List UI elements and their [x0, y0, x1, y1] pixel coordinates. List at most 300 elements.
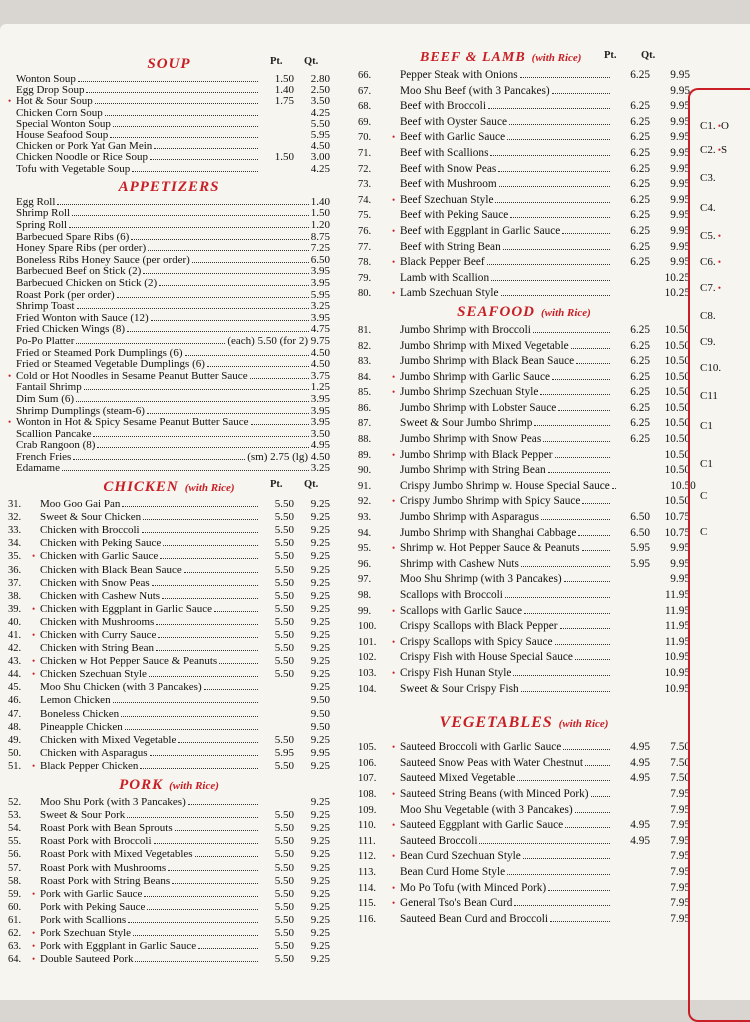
item-name: Sauteed Eggplant with Garlic Sauce [400, 819, 564, 832]
dot-leader [524, 613, 610, 614]
item-price: 3.95 [310, 416, 330, 429]
dot-leader [585, 765, 610, 766]
dot-leader [571, 348, 610, 349]
price-pint: 6.25 [630, 386, 650, 399]
price-quart: 9.25 [310, 524, 330, 537]
price-pint: 6.25 [630, 323, 650, 336]
dot-leader [163, 545, 258, 546]
appetizers-list [8, 197, 330, 475]
price-quart: 7.95 [670, 912, 690, 925]
price-pint: 5.50 [274, 511, 294, 524]
menu-item-row [8, 927, 330, 940]
combo-item [700, 458, 713, 470]
price-pint: 5.50 [274, 563, 294, 576]
price-quart: 10.75 [664, 526, 690, 539]
spicy-pepper-icon: • [32, 941, 36, 952]
item-number: 75. [358, 210, 372, 222]
dot-leader [501, 295, 610, 296]
price-quart: 9.25 [310, 809, 330, 822]
combo-label: C3. [700, 172, 716, 184]
price-quart: 9.25 [310, 926, 330, 939]
dot-leader [143, 519, 258, 520]
price-pint: 5.50 [274, 498, 294, 511]
price-quart: 10.50 [664, 417, 690, 430]
item-name: Chicken Corn Soup [16, 106, 103, 119]
item-name: Jumbo Shrimp with Shanghai Cabbage [400, 526, 577, 539]
seafood-title: SEAFOOD (with Rice) [457, 303, 591, 320]
dot-leader [143, 273, 309, 274]
dot-leader [162, 598, 258, 599]
item-name: Crispy Jumbo Shrimp with Spicy Sauce [400, 495, 581, 508]
item-name: Pork with Scallions [40, 913, 127, 926]
item-number: 94. [358, 527, 372, 539]
price-quart: 7.95 [670, 803, 690, 816]
item-name: Crispy Scallops with Black Pepper [400, 620, 558, 633]
menu-item-row [8, 668, 330, 681]
dot-leader [520, 77, 610, 78]
price-pint: 5.50 [274, 668, 294, 681]
price-pint: 5.50 [274, 848, 294, 861]
price-pint: 4.95 [630, 819, 650, 832]
item-number: 95. [358, 543, 372, 555]
item-name: French Fries [16, 450, 72, 463]
price-quart: 9.25 [310, 900, 330, 913]
item-name: Scallops with Broccoli [400, 589, 503, 601]
chicken-header [8, 477, 330, 498]
dot-leader [150, 755, 258, 756]
item-name: Lemon Chicken [40, 694, 111, 707]
dot-leader [548, 472, 610, 473]
price-quart: 9.25 [310, 498, 330, 511]
item-name: Pork Szechuan Style [40, 926, 132, 939]
price-quart: 9.25 [310, 733, 330, 746]
menu-item-row [358, 84, 690, 100]
item-name: Jumbo Shrimp with Black Pepper [400, 448, 553, 461]
spicy-pepper-icon: • [32, 760, 36, 771]
spicy-pepper-icon: • [32, 603, 36, 614]
dot-leader [552, 379, 610, 380]
item-number: 63. [8, 941, 22, 953]
item-price: 3.95 [310, 404, 330, 417]
menu-item-row [358, 510, 690, 526]
price-pint: 1.75 [274, 95, 294, 108]
menu-item-row [358, 463, 690, 479]
item-name: Beef with Broccoli [400, 100, 486, 113]
price-quart: 7.50 [670, 741, 690, 754]
item-name: Beef with Scallions [400, 146, 489, 159]
item-number: 42. [8, 643, 22, 655]
menu-item-row [8, 524, 330, 537]
price-pint: 5.95 [274, 746, 294, 759]
price-pint: 6.25 [630, 209, 650, 222]
chicken-list [8, 498, 330, 773]
price-quart: 7.95 [670, 834, 690, 847]
price-quart: 9.25 [310, 615, 330, 628]
spicy-pepper-icon: • [32, 656, 36, 667]
dot-leader [565, 827, 610, 828]
item-price: 1.50 [310, 207, 330, 220]
item-name: Roast Pork with Mushrooms [40, 861, 167, 874]
menu-item-row [358, 896, 690, 912]
dot-leader [507, 874, 610, 875]
dot-leader [69, 227, 309, 228]
menu-item-row [8, 760, 330, 773]
dot-leader [142, 532, 258, 533]
item-number: 98. [358, 590, 372, 601]
price-quart: 7.95 [670, 787, 690, 800]
menu-item-row [358, 255, 690, 271]
item-name: Chicken Szechuan Style [40, 668, 147, 681]
price-quart: 9.95 [670, 131, 690, 144]
price-quart: 9.25 [310, 835, 330, 848]
menu-item-row [8, 796, 330, 809]
price-quart: 9.50 [310, 720, 330, 733]
price-quart: 9.25 [310, 537, 330, 550]
price-quart: 9.95 [670, 256, 690, 269]
menu-item-row [8, 417, 330, 429]
item-name: Bean Curd Szechuan Style [400, 850, 521, 863]
price-pint: 5.50 [274, 576, 294, 589]
menu-item-row [358, 130, 690, 146]
item-number: 57. [8, 862, 22, 874]
price-quart: 9.25 [310, 642, 330, 655]
dot-leader [582, 550, 610, 551]
menu-item-row [8, 278, 330, 290]
price-quart: 9.25 [310, 887, 330, 900]
dot-leader [132, 171, 258, 172]
item-name: Jumbo Shrimp with Garlic Sauce [400, 370, 550, 383]
dot-leader [251, 424, 309, 425]
menu-item-row [358, 666, 690, 682]
dot-leader [612, 488, 616, 489]
menu-item-row [8, 901, 330, 914]
pork-subtitle: (with Rice) [169, 780, 219, 793]
menu-item-row [358, 177, 690, 193]
combo-label: C11 [700, 390, 718, 402]
spicy-pepper-icon: • [32, 551, 36, 562]
item-number: 70. [358, 132, 372, 144]
item-number: 43. [8, 656, 22, 668]
price-quart: 9.95 [670, 209, 690, 222]
item-name: Fried Chicken Wings (8) [16, 323, 126, 336]
dot-leader [159, 285, 309, 286]
item-name: Honey Spare Ribs (per order) [16, 242, 147, 255]
dot-leader [144, 896, 258, 897]
item-name: Moo Shu Beef (with 3 Pancakes) [400, 84, 550, 97]
item-name: House Seafood Soup [16, 129, 109, 142]
dot-leader [521, 691, 610, 692]
dot-leader [150, 159, 258, 160]
dot-leader [555, 457, 611, 458]
price-quart: 9.95 [670, 115, 690, 128]
dot-leader [97, 447, 308, 448]
menu-item-row [8, 359, 330, 371]
dot-leader [214, 611, 258, 612]
item-name: Egg Drop Soup [16, 84, 85, 97]
appetizers-title: APPETIZERS [118, 178, 220, 195]
item-number: 59. [8, 888, 22, 900]
menu-item-row [8, 875, 330, 888]
price-pint: 5.50 [274, 926, 294, 939]
menu-item-row [358, 803, 690, 819]
price-quart: 10.75 [664, 511, 690, 524]
dot-leader [175, 830, 258, 831]
item-name: Chicken with Mixed Vegetable [40, 733, 177, 746]
dot-leader [552, 93, 610, 94]
item-price: 4.95 [310, 439, 330, 452]
item-price: 3.95 [310, 276, 330, 289]
menu-item-row [358, 370, 690, 386]
price-quart: 9.25 [310, 861, 330, 874]
price-quart: 9.95 [670, 146, 690, 159]
dot-leader [560, 628, 610, 629]
dot-leader [147, 413, 309, 414]
spicy-pepper-icon: • [392, 449, 396, 460]
item-name: Pork with Peking Sauce [40, 900, 146, 913]
price-pint: 6.25 [630, 240, 650, 253]
spicy-pepper-icon: • [392, 636, 396, 647]
dot-leader [514, 905, 610, 906]
dot-leader [110, 137, 258, 138]
item-name: Chicken with Black Bean Sauce [40, 563, 182, 576]
item-name: Sauteed Snow Peas with Water Chestnut [400, 756, 584, 769]
spicy-pepper-icon: • [392, 851, 396, 862]
menu-item-row [358, 834, 690, 850]
price-quart: 10.50 [664, 495, 690, 508]
dot-leader [148, 250, 309, 251]
dot-leader [576, 363, 610, 364]
menu-item-row [358, 572, 690, 588]
item-name: Sweet & Sour Pork [40, 809, 126, 822]
dot-leader [534, 425, 610, 426]
dot-leader [117, 297, 309, 298]
item-name: Roast Pork with Broccoli [40, 835, 152, 848]
dot-leader [555, 644, 611, 645]
item-number: 71. [358, 147, 372, 159]
spicy-pepper-icon: • [392, 605, 396, 616]
spicy-pepper-icon: • [715, 145, 721, 155]
dot-leader [93, 436, 308, 437]
item-number: 46. [8, 695, 22, 707]
price-pint: 5.50 [274, 900, 294, 913]
dot-leader [151, 320, 309, 321]
spicy-pepper-icon: • [715, 257, 721, 267]
item-name: Jumbo Shrimp with Mixed Vegetable [400, 339, 569, 352]
spicy-pepper-icon: • [392, 225, 396, 236]
combo-label: C [700, 526, 708, 538]
vegetables-title: VEGETABLES (with Rice) [439, 714, 609, 732]
item-name: Boneless Chicken [40, 707, 120, 720]
menu-item-row [8, 564, 330, 577]
item-name: Chicken with Eggplant in Garlic Sauce [40, 602, 212, 615]
item-number: 92. [358, 496, 372, 508]
item-name: Barbecued Spare Ribs (6) [16, 230, 130, 243]
item-number: 52. [8, 797, 22, 809]
combo-label: C1 [700, 420, 713, 432]
dot-leader [184, 572, 258, 573]
item-name: Beef with Mushroom [400, 178, 497, 191]
item-name: Crispy Fish Hunan Style [400, 666, 512, 679]
item-number: 33. [8, 525, 22, 537]
combo-box-border [688, 88, 750, 1022]
dot-leader [521, 566, 610, 567]
price-quart: 10.25 [664, 271, 690, 284]
item-number: 114. [358, 882, 376, 894]
menu-item-row [8, 822, 330, 835]
menu-item-row [8, 809, 330, 822]
item-name: Beef with Peking Sauce [400, 209, 509, 222]
item-number: 73. [358, 179, 372, 191]
item-name: Dim Sum (6) [16, 392, 75, 405]
item-number: 74. [358, 194, 372, 206]
item-name: Beef with Snow Peas [400, 162, 497, 175]
price-quart: 10.25 [664, 287, 690, 300]
dot-leader [125, 729, 258, 730]
price-quart: 9.25 [310, 953, 330, 966]
dot-leader [564, 581, 610, 582]
price-quart: 3.00 [310, 151, 330, 164]
price-quart: 10.50 [664, 464, 690, 477]
dot-leader [575, 812, 610, 813]
item-number: 34. [8, 538, 22, 550]
item-number: 110. [358, 820, 376, 832]
menu-item-row [8, 721, 330, 734]
spicy-pepper-icon: • [392, 194, 396, 205]
menu-item-row [358, 68, 690, 84]
spicy-pepper-icon: • [32, 888, 36, 899]
price-quart: 9.95 [670, 240, 690, 253]
item-number: 79. [358, 272, 372, 284]
item-price: 4.50 [310, 358, 330, 371]
item-number: 47. [8, 708, 22, 720]
item-name: Moo Shu Chicken (with 3 Pancakes) [40, 681, 202, 694]
item-name: Mo Po Tofu (with Minced Pork) [400, 881, 547, 894]
price-quart: 11.95 [665, 604, 690, 617]
dot-leader [204, 689, 258, 690]
item-number: 64. [8, 954, 22, 966]
item-number: 35. [8, 551, 22, 563]
item-name: Hot & Sour Soup [16, 95, 93, 108]
item-number: 83. [358, 356, 372, 368]
dot-leader [154, 843, 258, 844]
item-number: 44. [8, 669, 22, 681]
item-name: Jumbo Shrimp with String Bean [400, 464, 546, 477]
menu-item-row [358, 604, 690, 620]
dot-leader [140, 768, 258, 769]
item-number: 72. [358, 163, 372, 175]
dot-leader [540, 394, 610, 395]
menu-item-row [358, 881, 690, 897]
menu-item-row [8, 577, 330, 590]
menu-item-row [8, 336, 330, 348]
item-number: 58. [8, 875, 22, 887]
price-pint: 5.50 [274, 940, 294, 953]
menu-item-row [8, 629, 330, 642]
item-name: Sauteed Broccoli with Garlic Sauce [400, 741, 562, 754]
item-price: 1.20 [310, 219, 330, 232]
price-quart: 9.50 [310, 707, 330, 720]
spicy-pepper-icon: • [32, 630, 36, 641]
price-quart: 10.50 [664, 355, 690, 368]
dot-leader [135, 961, 258, 962]
menu-item-row [8, 394, 330, 406]
dot-leader [158, 637, 258, 638]
soup-list [8, 74, 330, 175]
item-number: 105. [358, 742, 377, 754]
item-price: 7.25 [310, 242, 330, 255]
menu-item-row [8, 914, 330, 927]
item-price: 3.25 [310, 462, 330, 475]
spicy-pepper-icon: • [32, 954, 36, 965]
item-price: 8.75 [310, 230, 330, 243]
item-number: 76. [358, 225, 372, 237]
spicy-pepper-icon: • [32, 669, 36, 680]
price-quart: 9.25 [310, 589, 330, 602]
item-number: 80. [358, 288, 372, 300]
price-pint: 5.50 [274, 861, 294, 874]
price-pint: 4.95 [630, 772, 650, 785]
menu-item-row [8, 747, 330, 760]
combo-item [700, 230, 721, 242]
item-name: Chicken with Mushrooms [40, 615, 155, 628]
menu-item-row [358, 432, 690, 448]
price-quart: 10.50 [664, 339, 690, 352]
item-name: Crispy Jumbo Shrimp w. House Special Sauce [400, 479, 610, 492]
item-name: Beef Szechuan Style [400, 193, 494, 206]
item-number: 101. [358, 636, 377, 648]
item-number: 112. [358, 851, 376, 863]
menu-item-row [8, 862, 330, 875]
item-name: Cold or Hot Noodles in Sesame Peanut Butter Sauce [16, 369, 248, 382]
price-quart: 9.95 [670, 178, 690, 191]
beef-header [358, 48, 690, 68]
dot-leader [562, 233, 610, 234]
item-name: Sauteed Broccoli [400, 834, 478, 847]
combo-item [700, 490, 707, 502]
dot-leader [582, 503, 610, 504]
item-number: 37. [8, 577, 22, 589]
menu-item-row [8, 681, 330, 694]
item-price: (sm) 2.75 (lg) 4.50 [247, 450, 330, 463]
dot-leader [127, 331, 309, 332]
spicy-pepper-icon: • [392, 543, 396, 554]
item-number: 103. [358, 667, 377, 679]
spicy-pepper-icon: • [715, 231, 721, 241]
item-name: Chicken with Peking Sauce [40, 537, 162, 550]
combo-item [700, 390, 718, 402]
item-name: Pepper Steak with Onions [400, 69, 518, 81]
spicy-pepper-icon: • [8, 96, 12, 107]
price-pint: 4.95 [630, 834, 650, 847]
menu-item-row [358, 271, 690, 287]
price-quart: 10.50 [664, 448, 690, 461]
combo-label: C10. [700, 362, 722, 374]
price-quart: 9.25 [310, 563, 330, 576]
menu-item-row [358, 526, 690, 542]
menu-item-row [8, 655, 330, 668]
price-quart: 9.95 [670, 573, 690, 586]
dot-leader [495, 202, 610, 203]
item-name: Jumbo Shrimp with Asparagus [400, 511, 540, 524]
price-quart: 7.95 [670, 897, 690, 910]
price-pint: 5.50 [274, 887, 294, 900]
dot-leader [219, 663, 258, 664]
item-name: Shrimp w. Hot Pepper Sauce & Peanuts [400, 542, 580, 555]
item-name: Beef with Eggplant in Garlic Sauce [400, 224, 561, 237]
item-name: Beef with Garlic Sauce [400, 131, 506, 144]
item-name: Pork with Garlic Sauce [40, 887, 143, 900]
item-name: Wonton in Hot & Spicy Sesame Peanut Butter Sauce [16, 416, 249, 429]
